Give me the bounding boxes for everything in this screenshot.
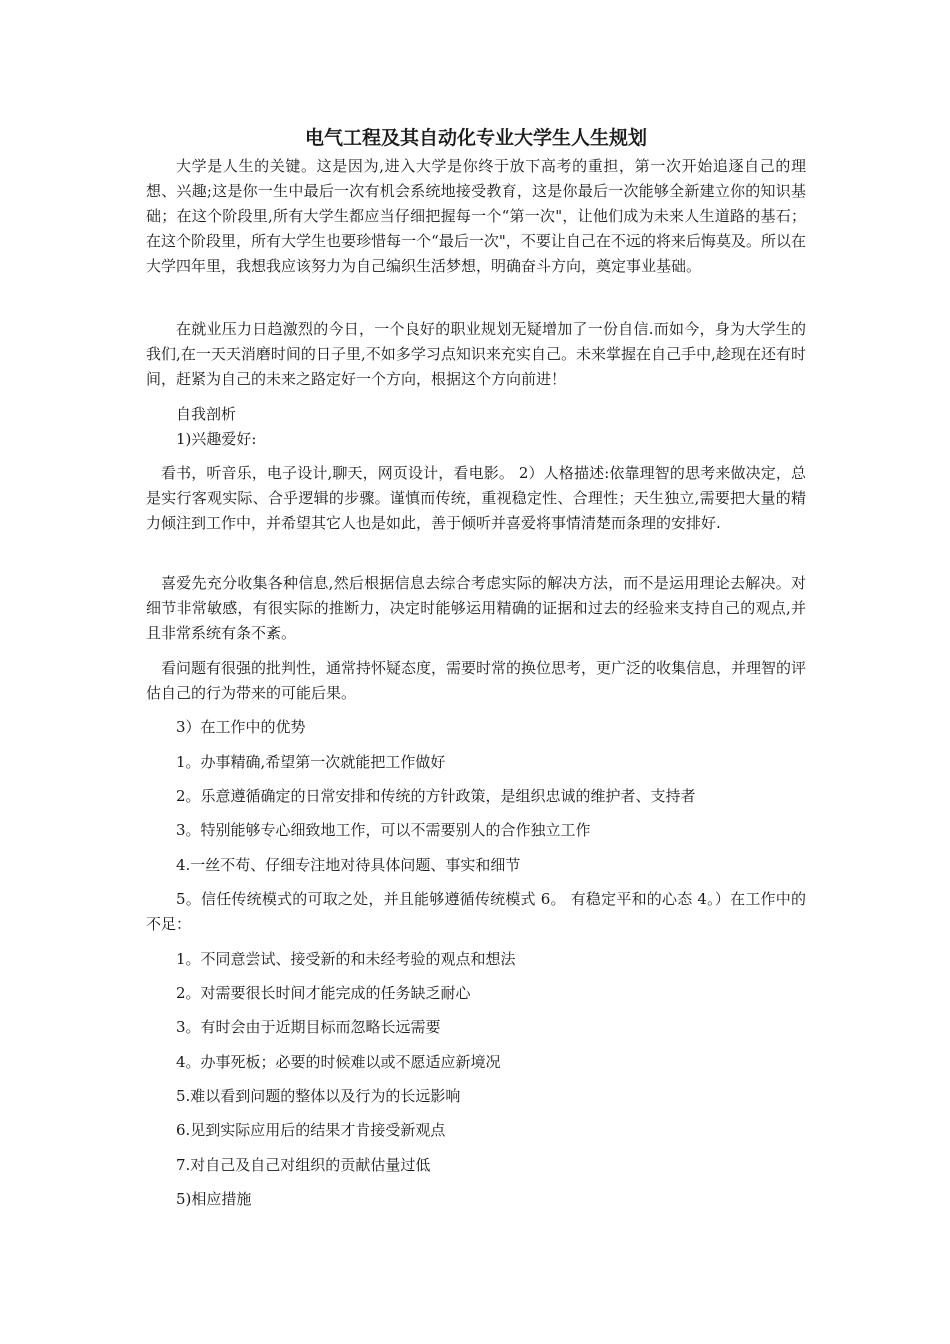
list-item: 4。办事死板；必要的时候难以或不愿适应新境况 (176, 1053, 501, 1071)
list-item: 5.难以看到问题的整体以及行为的长远影响 (176, 1087, 461, 1105)
paragraph-intro: 大学是人生的关键。这是因为,进入大学是你终于放下高考的重担，第一次开始追逐自己的理想、兴趣;这是你一生中最后一次有机会系统地接受教育，这是你最后一次能够全新建立你的知识基础；在这个阶段里,所有大学生都应当仔细把握每一个“第一次"，让他们成为未来人生道路的基石；在这个阶段里，所有大学生也要珍惜每一个“最后一次"，不要让自己在不远的将来后悔莫及。所以在大学四年里，我想我应该努力为自己编织生活梦想，明确奋斗方向，奠定事业基础。 (146, 157, 806, 275)
list-item: 1。不同意尝试、接受新的和未经考验的观点和想法 (176, 950, 516, 968)
list-item: 2。对需要很长时间才能完成的任务缺乏耐心 (176, 984, 471, 1002)
list-item: 2。乐意遵循确定的日常安排和传统的方针政策，是组织忠诚的维护者、支持者 (176, 787, 696, 805)
heading-measures: 5)相应措施 (176, 1190, 252, 1208)
heading-self-analysis: 自我剖析 (176, 405, 237, 423)
list-item: 3。有时会由于近期目标而忽略长远需要 (176, 1018, 441, 1036)
paragraph-employment: 在就业压力日趋激烈的今日，一个良好的职业规划无疑增加了一份自信.而如今，身为大学生的我们,在一天天消磨时间的日子里,不如多学习点知识来充实自己。未来掌握在自己手中,趁现在还有时间，赶紧为自己的未来之路定好一个方向，根据这个方向前进！ (146, 320, 806, 388)
document-title: 电气工程及其自动化专业大学生人生规划 (304, 127, 647, 149)
list-item: 5。信任传统模式的可取之处，并且能够遵循传统模式 6。 有稳定平和的心态 4。）在工作中的不足： (146, 890, 806, 933)
paragraph-info-gathering: 喜爱先充分收集各种信息,然后根据信息去综合考虑实际的解决方法，而不是运用理论去解决。对细节非常敏感，有很实际的推断力，决定时能够运用精确的证据和过去的经验来支持自己的观点,并且非常系统有条不紊。 (146, 574, 806, 642)
heading-interests: 1)兴趣爱好: (176, 430, 257, 448)
list-item: 6.见到实际应用后的结果才肯接受新观点 (176, 1121, 446, 1139)
list-item: 4.一丝不苟、仔细专注地对待具体问题、事实和细节 (176, 856, 521, 874)
list-item: 7.对自己及自己对组织的贡献估量过低 (176, 1156, 431, 1174)
paragraph-interests: 看书，听音乐，电子设计,聊天，网页设计，看电影。 2）人格描述:依靠理智的思考来做决定，总是实行客观实际、合乎逻辑的步骤。谨慎而传统，重视稳定性、合理性；天生独立,需要把大量的精力倾注到工作中，并希望其它人也是如此，善于倾听并喜爱将事情清楚而条理的安排好. (146, 464, 806, 532)
paragraph-critical-thinking: 看问题有很强的批判性，通常持怀疑态度，需要时常的换位思考，更广泛的收集信息，并理智的评估自己的行为带来的可能后果。 (146, 659, 807, 702)
list-item: 3。特别能够专心细致地工作，可以不需要别人的合作独立工作 (176, 821, 591, 839)
list-item: 1。办事精确,希望第一次就能把工作做好 (176, 753, 446, 771)
heading-strengths: 3）在工作中的优势 (176, 718, 306, 736)
